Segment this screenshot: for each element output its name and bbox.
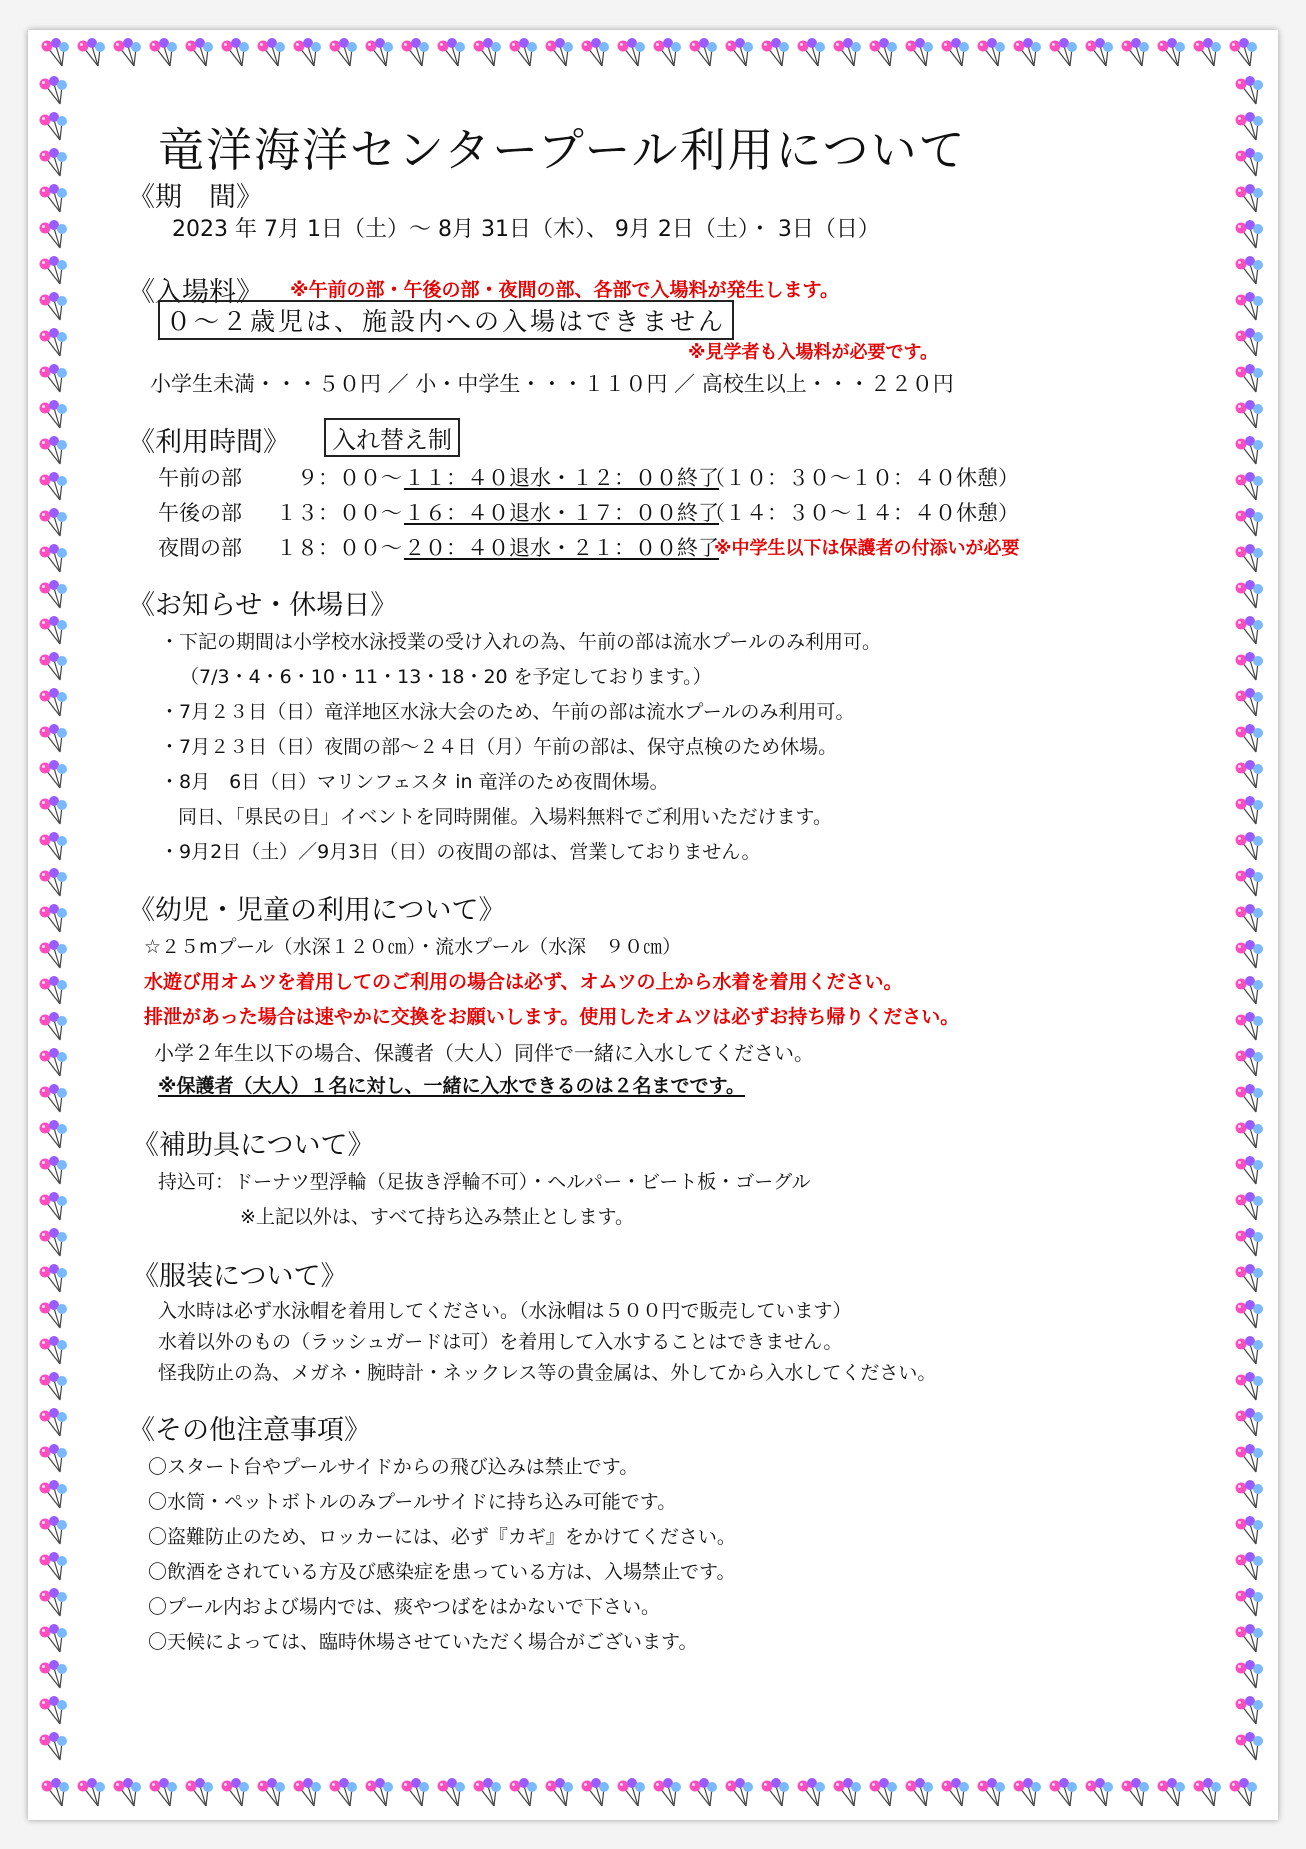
notice-line: ・7月２３日（日）竜洋地区水泳大会のため、午前の部は流水プールのみ利用可。 [160, 701, 855, 723]
hours-row-label: 午前の部 [158, 466, 242, 490]
hours-row-end: １１：４０退水・１２：００終了 [404, 466, 719, 490]
hours-row-label: 夜間の部 [158, 536, 242, 560]
fee-prices: 小学生未満・・・５０円 ／ 小・中学生・・・１１０円 ／ 高校生以上・・・２２０円 [150, 372, 954, 396]
notice-line: ・8月 6日（日）マリンフェスタ in 竜洋のため夜間休場。 [160, 771, 669, 793]
aids-note: ※上記以外は、すべて持ち込み禁止とします。 [240, 1206, 635, 1228]
children-limit: ※保護者（大人）１名に対し、一緒に入水できるのは２名までです。 [158, 1075, 745, 1097]
other-line: 〇盗難防止のため、ロッカーには、必ず『カギ』をかけてください。 [148, 1526, 736, 1548]
hours-row-start: ９：００～ [297, 466, 402, 490]
aids-heading: 《補助具について》 [132, 1130, 375, 1161]
hours-row-end: １６：４０退水・１７：００終了 [404, 501, 719, 525]
other-line: 〇プール内および場内では、痰やつばをはかないで下さい。 [148, 1596, 661, 1618]
page-title: 竜洋海洋センタープール利用について [158, 123, 967, 177]
notices-heading: 《お知らせ・休場日》 [128, 590, 398, 621]
fee-heading: 《入場料》 [128, 277, 263, 308]
other-line: 〇水筒・ペットボトルのみプールサイドに持ち込み可能です。 [148, 1491, 677, 1513]
infant-box: ０～２歳児は、施設内への入場はできません [158, 300, 734, 340]
notice-line: （7/3・4・6・10・11・13・18・20 を予定しております。） [180, 666, 712, 688]
hours-row-start: １８：００～ [276, 536, 402, 560]
fee-note: ※午前の部・午後の部・夜間の部、各部で入場料が発生します。 [290, 279, 839, 301]
hours-row-extra-note: ※中学生以下は保護者の付添いが必要 [714, 538, 1020, 559]
attire-heading: 《服装について》 [132, 1261, 348, 1292]
notice-line: ・9月2日（土）／9月3日（日）の夜間の部は、営業しておりません。 [160, 841, 761, 863]
notice-line: ・下記の期間は小学校水泳授業の受け入れの為、午前の部は流水プールのみ利用可。 [160, 631, 882, 653]
children-pools: ☆２５mプール（水深１２０㎝）・流水プール（水深 ９０㎝） [144, 936, 682, 958]
children-heading: 《幼児・児童の利用について》 [128, 895, 506, 926]
hours-row-end: ２０：４０退水・２１：００終了 [404, 536, 719, 560]
hours-row-label: 午後の部 [158, 501, 242, 525]
visitor-note: ※見学者も入場料が必要です。 [688, 342, 939, 363]
hours-heading: 《利用時間》 [128, 427, 290, 458]
attire-line: 水着以外のもの（ラッシュガードは可）を着用して入水することはできません。 [158, 1331, 843, 1353]
document-page [28, 30, 1278, 1820]
period-dates: 2023 年 7月 1日（土）～ 8月 31日（木）、 9月 2日（土）・ 3日（日） [172, 217, 880, 242]
other-line: 〇スタート台やプールサイドからの飛び込みは禁止です。 [148, 1456, 639, 1478]
notice-line: ・7月２３日（日）夜間の部～２４日（月）午前の部は、保守点検のため休場。 [160, 736, 838, 758]
hours-row-extra: （１４：３０～１４：４０休憩） [704, 501, 1019, 525]
hours-row-start: １３：００～ [276, 501, 402, 525]
children-red-line: 水遊び用オムツを着用してのご利用の場合は必ず、オムツの上から水着を着用ください。 [144, 971, 903, 993]
attire-line: 入水時は必ず水泳帽を着用してください。（水泳帽は５００円で販売しています） [158, 1300, 852, 1322]
system-box: 入れ替え制 [324, 418, 460, 457]
other-heading: 《その他注意事項》 [128, 1415, 371, 1446]
aids-allowed: 持込可：ドーナツ型浮輪（足抜き浮輪不可）・ヘルパー・ビート板・ゴーグル [158, 1171, 811, 1193]
children-red-line: 排泄があった場合は速やかに交換をお願いします。使用したオムツは必ずお持ち帰りください。 [144, 1006, 960, 1028]
other-line: 〇天候によっては、臨時休場させていただく場合がございます。 [148, 1631, 698, 1653]
notice-line: 同日、「県民の日」イベントを同時開催。入場料無料でご利用いただけます。 [178, 806, 832, 828]
attire-line: 怪我防止の為、メガネ・腕時計・ネックレス等の貴金属は、外してから入水してください。 [158, 1362, 937, 1384]
period-heading: 《期 間》 [128, 182, 263, 213]
hours-row-extra: （１０：３０～１０：４０休憩） [704, 466, 1019, 490]
children-guardian: 小学２年生以下の場合、保護者（大人）同伴で一緒に入水してください。 [154, 1041, 814, 1065]
other-line: 〇飲酒をされている方及び感染症を患っている方は、入場禁止です。 [148, 1561, 736, 1583]
